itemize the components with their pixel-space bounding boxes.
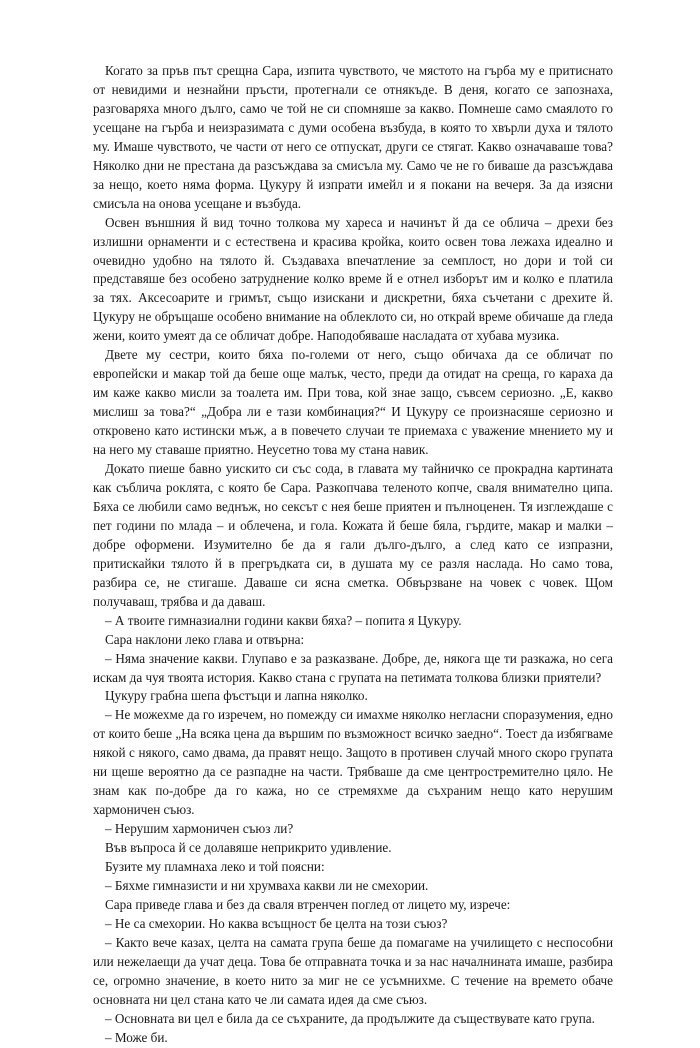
paragraph: Двете му сестри, които бяха по-големи от него, също обичаха да се обличат по европейски и макар той да беше още малък, често, преди да отидат на среща, го караха да им каже какво мисли за тоалета им. При това, кой знае защо, съвсем сериозно. „Е, какво мислиш за това?“ „Добра ли е тази комбинация?“ И Цукуру се произнасяше сериозно и откровено като истински мъж, а в повечето случаи те приемаха с уважение мнението му и на него му ставаше приятно. Неусетно това му стана навик.	[93, 347, 613, 458]
dialogue-line: – Може би.	[105, 1029, 168, 1045]
dialogue-line: – Нерушим хармоничен съюз ли?	[105, 821, 294, 837]
paragraph: Във въпроса й се долавяше неприкрито удивление.	[105, 840, 392, 856]
dialogue-line: – Както вече казах, целта на самата група беше да помагаме на училището с неспособни или нежелаещи да учат деца. Това бе отправната точка и за нас началнината имаше, разбира се, огромно значение, в което нито за миг не се усъмнихме. С течение на времето обаче основната ни цел стана като че ли самата идея да сме съюз.	[93, 934, 613, 1007]
paragraph: Цукуру грабна шепа фъстъци и лапна няколко.	[105, 688, 368, 704]
paragraph: Докато пиеше бавно уискито си със сода, в главата му тайничко се прокрадна картината как съблича роклята, с която бе Сара. Разкопчава теленото копче, сваля внимателно ципа. Бяха се любили само веднъж, но сексът с нея беше приятен и пълноценен. Тя изглеждаше с пет години по млада – и облечена, и гола. Кожата й беше бяла, гърдите, макар и малки – добре оформени. Изумително бе да я гали дълго-дълго, а след като се изпразни, притискайки тялото й в прегръдката си, в душата му се разля наслада. Но само това, разбира се, не стигаше. Даваше си ясна сметка. Обвързване на човек с човек. Щом получаваш, трябва и да даваш.	[93, 461, 613, 609]
dialogue-line: – А твоите гимназиални години какви бяха? – попита я Цукуру.	[105, 612, 462, 628]
dialogue-line: – Не са смехории. Но каква всъщност бе целта на този съюз?	[105, 915, 448, 931]
dialogue-line: – Основната ви цел е била да се съхраните, да продължите да съществувате като група.	[105, 1010, 595, 1026]
paragraph: Когато за пръв път срещна Сара, изпита чувството, че мястото на гърба му е притиснато от невидими и незнайни пръсти, протегнали се отнякъде. В деня, когато се запознаха, разговаряха много дълго, само че той не си спомняше за какво. Помнеше само смаялото го усещане на гърба и неизразимата с думи особена възбуда, в която то хвърли духа и тялото му. Имаше чувството, че части от него се отпускат, други се стягат. Какво означаваше това? Няколко дни не престана да разсъждава за смисъла му. Само че не го биваше да разсъждава за нещо, което няма форма. Цукуру й изпрати имейл и я покани на вечеря. За да изясни смисъла на онова усещане и възбуда.	[93, 63, 613, 211]
dialogue-line: – Не можехме да го изречем, но помежду си имахме няколко негласни споразумения, едно от които беше „На всяка цена да вършим по възможност всичко заедно“. Тоест да избягваме някой с някого, само двама, да правят нещо. Защото в противен случай много скоро групата ни щеше вероятно да се разпадне на части. Трябваше да сме центростремително цяло. Не знам как по-добре да го кажа, но се стремяхме да съхраним нещо като нерушим хармоничен съюз.	[93, 707, 613, 818]
paragraph: Освен външния й вид точно толкова му хареса и начинът й да се облича – дрехи без излишни орнаменти и с естествена и красива кройка, които освен това лежаха идеално и очевидно удобно на тялото й. Създаваха впечатление за семплост, но дори и той си представяше без особено затруднение колко време й е отнел изборът им и колко е платила за тях. Аксесоарите и гримът, също изискани и дискретни, бяха съчетани с дрехите й. Цукуру не обръщаше особено внимание на облеклото си, но открай време обичаше да гледа жени, които умеят да се обличат добре. Наподобяваше насладата от хубава музика.	[93, 214, 613, 344]
body-text	[93, 62, 613, 1048]
paragraph: Сара наклони леко глава и отвърна:	[105, 631, 305, 647]
dialogue-line: – Бяхме гимназисти и ни хрумваха какви ли не смехории.	[105, 877, 429, 893]
dialogue-line: – Няма значение какви. Глупаво е за разказване. Добре, де, някога ще ти разкажа, но сега искам да чуя твоята история. Какво стана с групата на петимата толкова близки приятели?	[93, 650, 613, 685]
paragraph: Бузите му пламнаха леко и той поясни:	[105, 859, 325, 875]
paragraph: Сара приведе глава и без да сваля втренчен поглед от лицето му, изрече:	[105, 896, 511, 912]
